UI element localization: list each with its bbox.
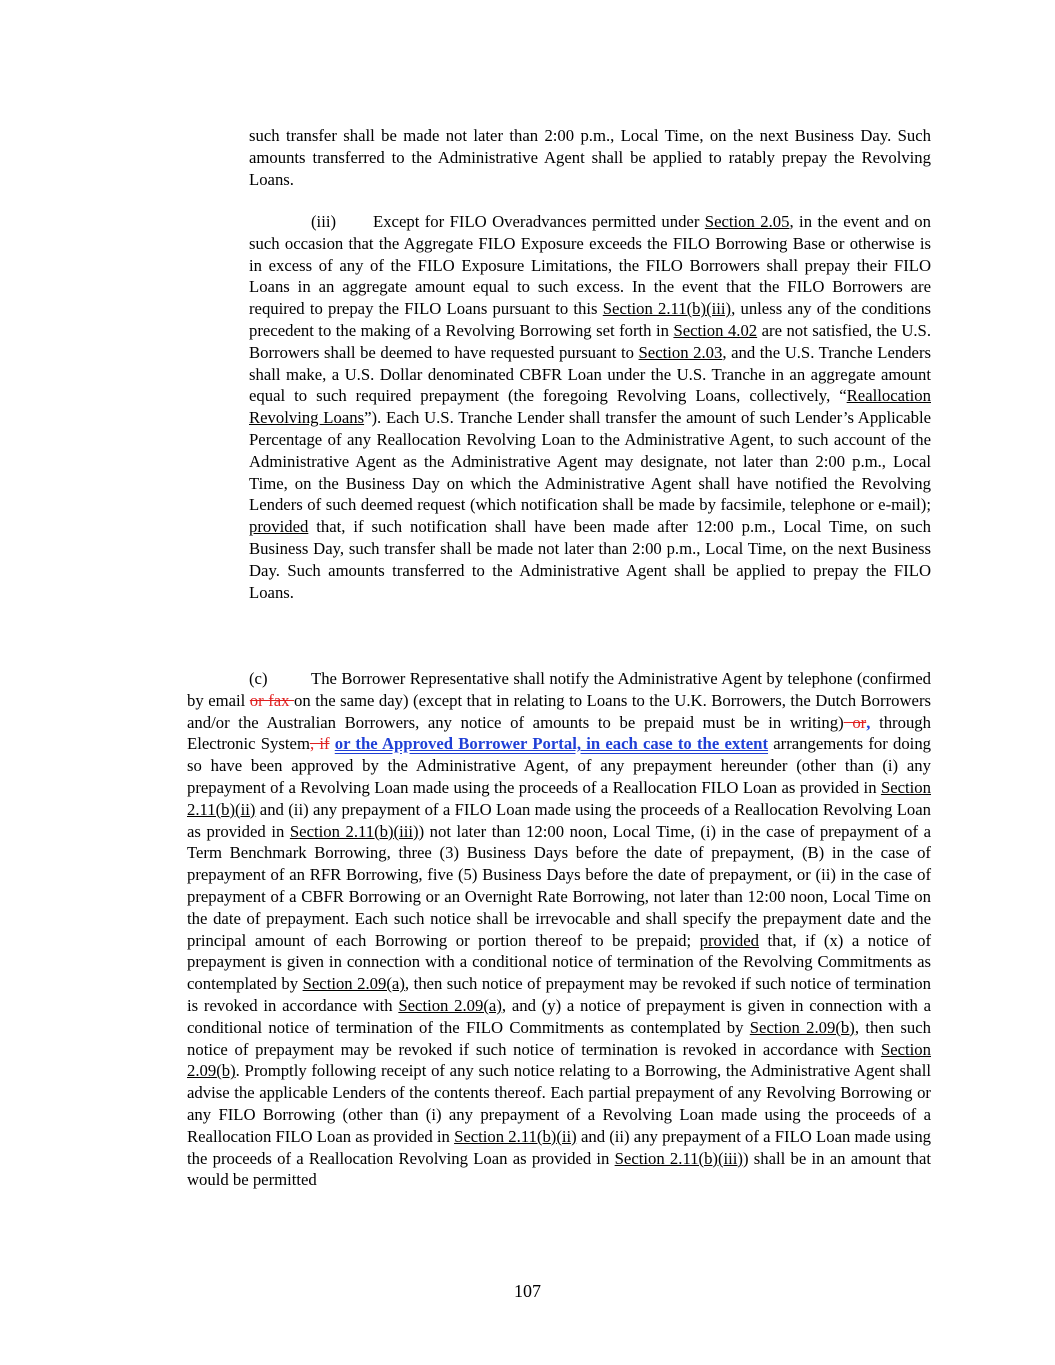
text-run: Except for FILO Overadvances permitted under bbox=[373, 212, 705, 231]
provided-term: provided bbox=[699, 930, 759, 950]
section-reference: Section 2.11(b)(ii) bbox=[187, 777, 931, 819]
text-run: , in the event and on such occasion that the Aggregate FILO Exposure exceeds the FILO Borrowing Base or otherwise is in excess of any of the FILO Exposure Limitations, the FILO Borrowers shall prepay their FILO Loans in an aggregate amount equal to such excess. In the event that the FILO Borrowers are required to prepay the FILO Loans pursuant to this bbox=[249, 212, 931, 319]
clause-number: (iii) bbox=[311, 212, 337, 231]
section-reference: Section 2.11(b)(iii) bbox=[289, 821, 419, 841]
paragraph-b-iii bbox=[249, 211, 931, 603]
text-run: . Promptly following receipt of any such notice relating to a Borrowing, the Administrative Agent shall advise the applicable Lenders of the contents thereof. Each partial prepayment of any Revolving Borrowing or any FILO Borrowing (other than (i) any prepayment of a Revolving Loan made using the proceeds of a Reallocation FILO Loan as provided in bbox=[187, 1061, 931, 1146]
section-reference: Section 4.02 bbox=[673, 320, 758, 340]
text-run: are not satisfied, the U.S. Borrowers shall be deemed to have requested pursuant to bbox=[249, 320, 931, 362]
text-run: arrangements for doing so have been approved by the Administrative Agent, of any prepayment hereunder (other than (i) any prepayment of a Revolving Loan made using the proceeds of a Reallocation FILO Loan as provided in bbox=[187, 734, 932, 797]
text-run: The Borrower Representative shall notify the Administrative Agent by telephone (confirmed by email bbox=[187, 669, 931, 710]
text-run: through Electronic System bbox=[187, 712, 931, 754]
section-reference: Section 2.09(a) bbox=[302, 974, 405, 994]
paragraph-c bbox=[187, 668, 931, 1191]
provided-term: provided bbox=[249, 517, 309, 537]
section-reference: Section 2.09(b) bbox=[187, 1039, 931, 1081]
paragraph-text: such transfer shall be made not later than 2:00 p.m., Local Time, on the next Business Day. Such amounts transferred to the Administrative Agent shall be applied to ratably prepay the Revolving Loans. bbox=[249, 126, 931, 189]
section-reference: Section 2.11(b)(iii) bbox=[602, 299, 732, 319]
inserted-text: , bbox=[866, 712, 871, 732]
text-run: , then such notice of prepayment may be revoked if such notice of termination is revoked in accordance with bbox=[187, 974, 931, 1015]
text-run: ) shall be in an amount that would be permitted bbox=[187, 1148, 932, 1190]
paragraph-continuation bbox=[249, 125, 931, 190]
section-reference: Section 2.03 bbox=[638, 342, 723, 362]
text-run: ”). Each U.S. Tranche Lender shall transfer the amount of such Lender’s Applicable Percentage of any Reallocation Revolving Loan to the Administrative Agent, to such account of the Administrative Agent as the Administrative Agent may designate, not later than 2:00 p.m., Local Time, on the Business Day on which the Administrative Agent shall have notified the Revolving Lenders of such deemed request (which notification shall be made by facsimile, telephone or e-mail); bbox=[249, 408, 932, 515]
deleted-text: or bbox=[843, 712, 867, 732]
text-run: and (ii) any prepayment of a FILO Loan made using the proceeds of a Reallocation Revolving Loan as provided in bbox=[187, 799, 931, 841]
defined-term: Reallocation Revolving Loans bbox=[249, 386, 931, 428]
section-reference: Section 2.09(b) bbox=[749, 1017, 855, 1037]
text-run: , then such notice of prepayment may be revoked if such notice of termination is revoked in accordance with bbox=[187, 1017, 932, 1059]
section-reference: Section 2.09(a) bbox=[398, 995, 502, 1015]
deleted-text: , if bbox=[309, 734, 330, 754]
page-number: 107 bbox=[514, 1281, 541, 1301]
text-run: , and (y) a notice of prepayment is given in connection with a conditional notice of termination of the FILO Commitments as contemplated by bbox=[187, 995, 932, 1037]
deleted-text: or fax bbox=[249, 690, 295, 710]
text-run: that, if (x) a notice of prepayment is given in connection with a conditional notice of termination of the Revolving Commitments as contemplated by bbox=[187, 930, 931, 994]
text-run: and (ii) any prepayment of a FILO Loan made using the proceeds of a Reallocation Revolving Loan as provided in bbox=[187, 1126, 932, 1168]
clause-number: (c) bbox=[249, 669, 268, 688]
text-run: ) not later than 12:00 noon, Local Time, (i) in the case of prepayment of a Term Benchmark Borrowing, three (3) Business Days before the date of prepayment, (B) in the case of prepayment of an RFR Borrowing, five (5) Business Days before the date of prepayment, or (ii) in the case of prepayment of a CBFR Borrowing or an Overnight Rate Borrowing, not later than 12:00 noon, Local Time on the date of prepayment. Each such notice shall be irrevocable and shall specify the prepayment date and the principal amount of each Borrowing or portion thereof to be prepaid; bbox=[187, 821, 932, 950]
section-reference: Section 2.05 bbox=[704, 212, 790, 231]
inserted-text: or the Approved Borrower Portal, in each case to the extent bbox=[334, 734, 769, 754]
text-run: that, if such notification shall have been made after 12:00 p.m., Local Time, on such Business Day, such transfer shall be made not later than 2:00 p.m., Local Time, on the next Business Day. Such amounts transferred to the Administrative Agent shall be applied to prepay the FILO Loans. bbox=[249, 517, 931, 602]
section-reference: Section 2.11(b)(iii) bbox=[614, 1148, 743, 1168]
section-reference: Section 2.11(b)(ii) bbox=[454, 1126, 577, 1146]
text-run: on the same day) (except that in relating to Loans to the U.K. Borrowers, the Dutch Borrowers and/or the Australian Borrowers, any notice of amounts to be prepaid must be in writing) bbox=[187, 690, 931, 732]
text-run: , unless any of the conditions precedent to the making of a Revolving Borrowing set forth in bbox=[249, 299, 931, 340]
text-run: , and the U.S. Tranche Lenders shall make, a U.S. Dollar denominated CBFR Loan under the U.S. Tranche in an aggregate amount equal to such required prepayment (the foregoing Revolving Loans, collectively, “ bbox=[249, 342, 932, 406]
